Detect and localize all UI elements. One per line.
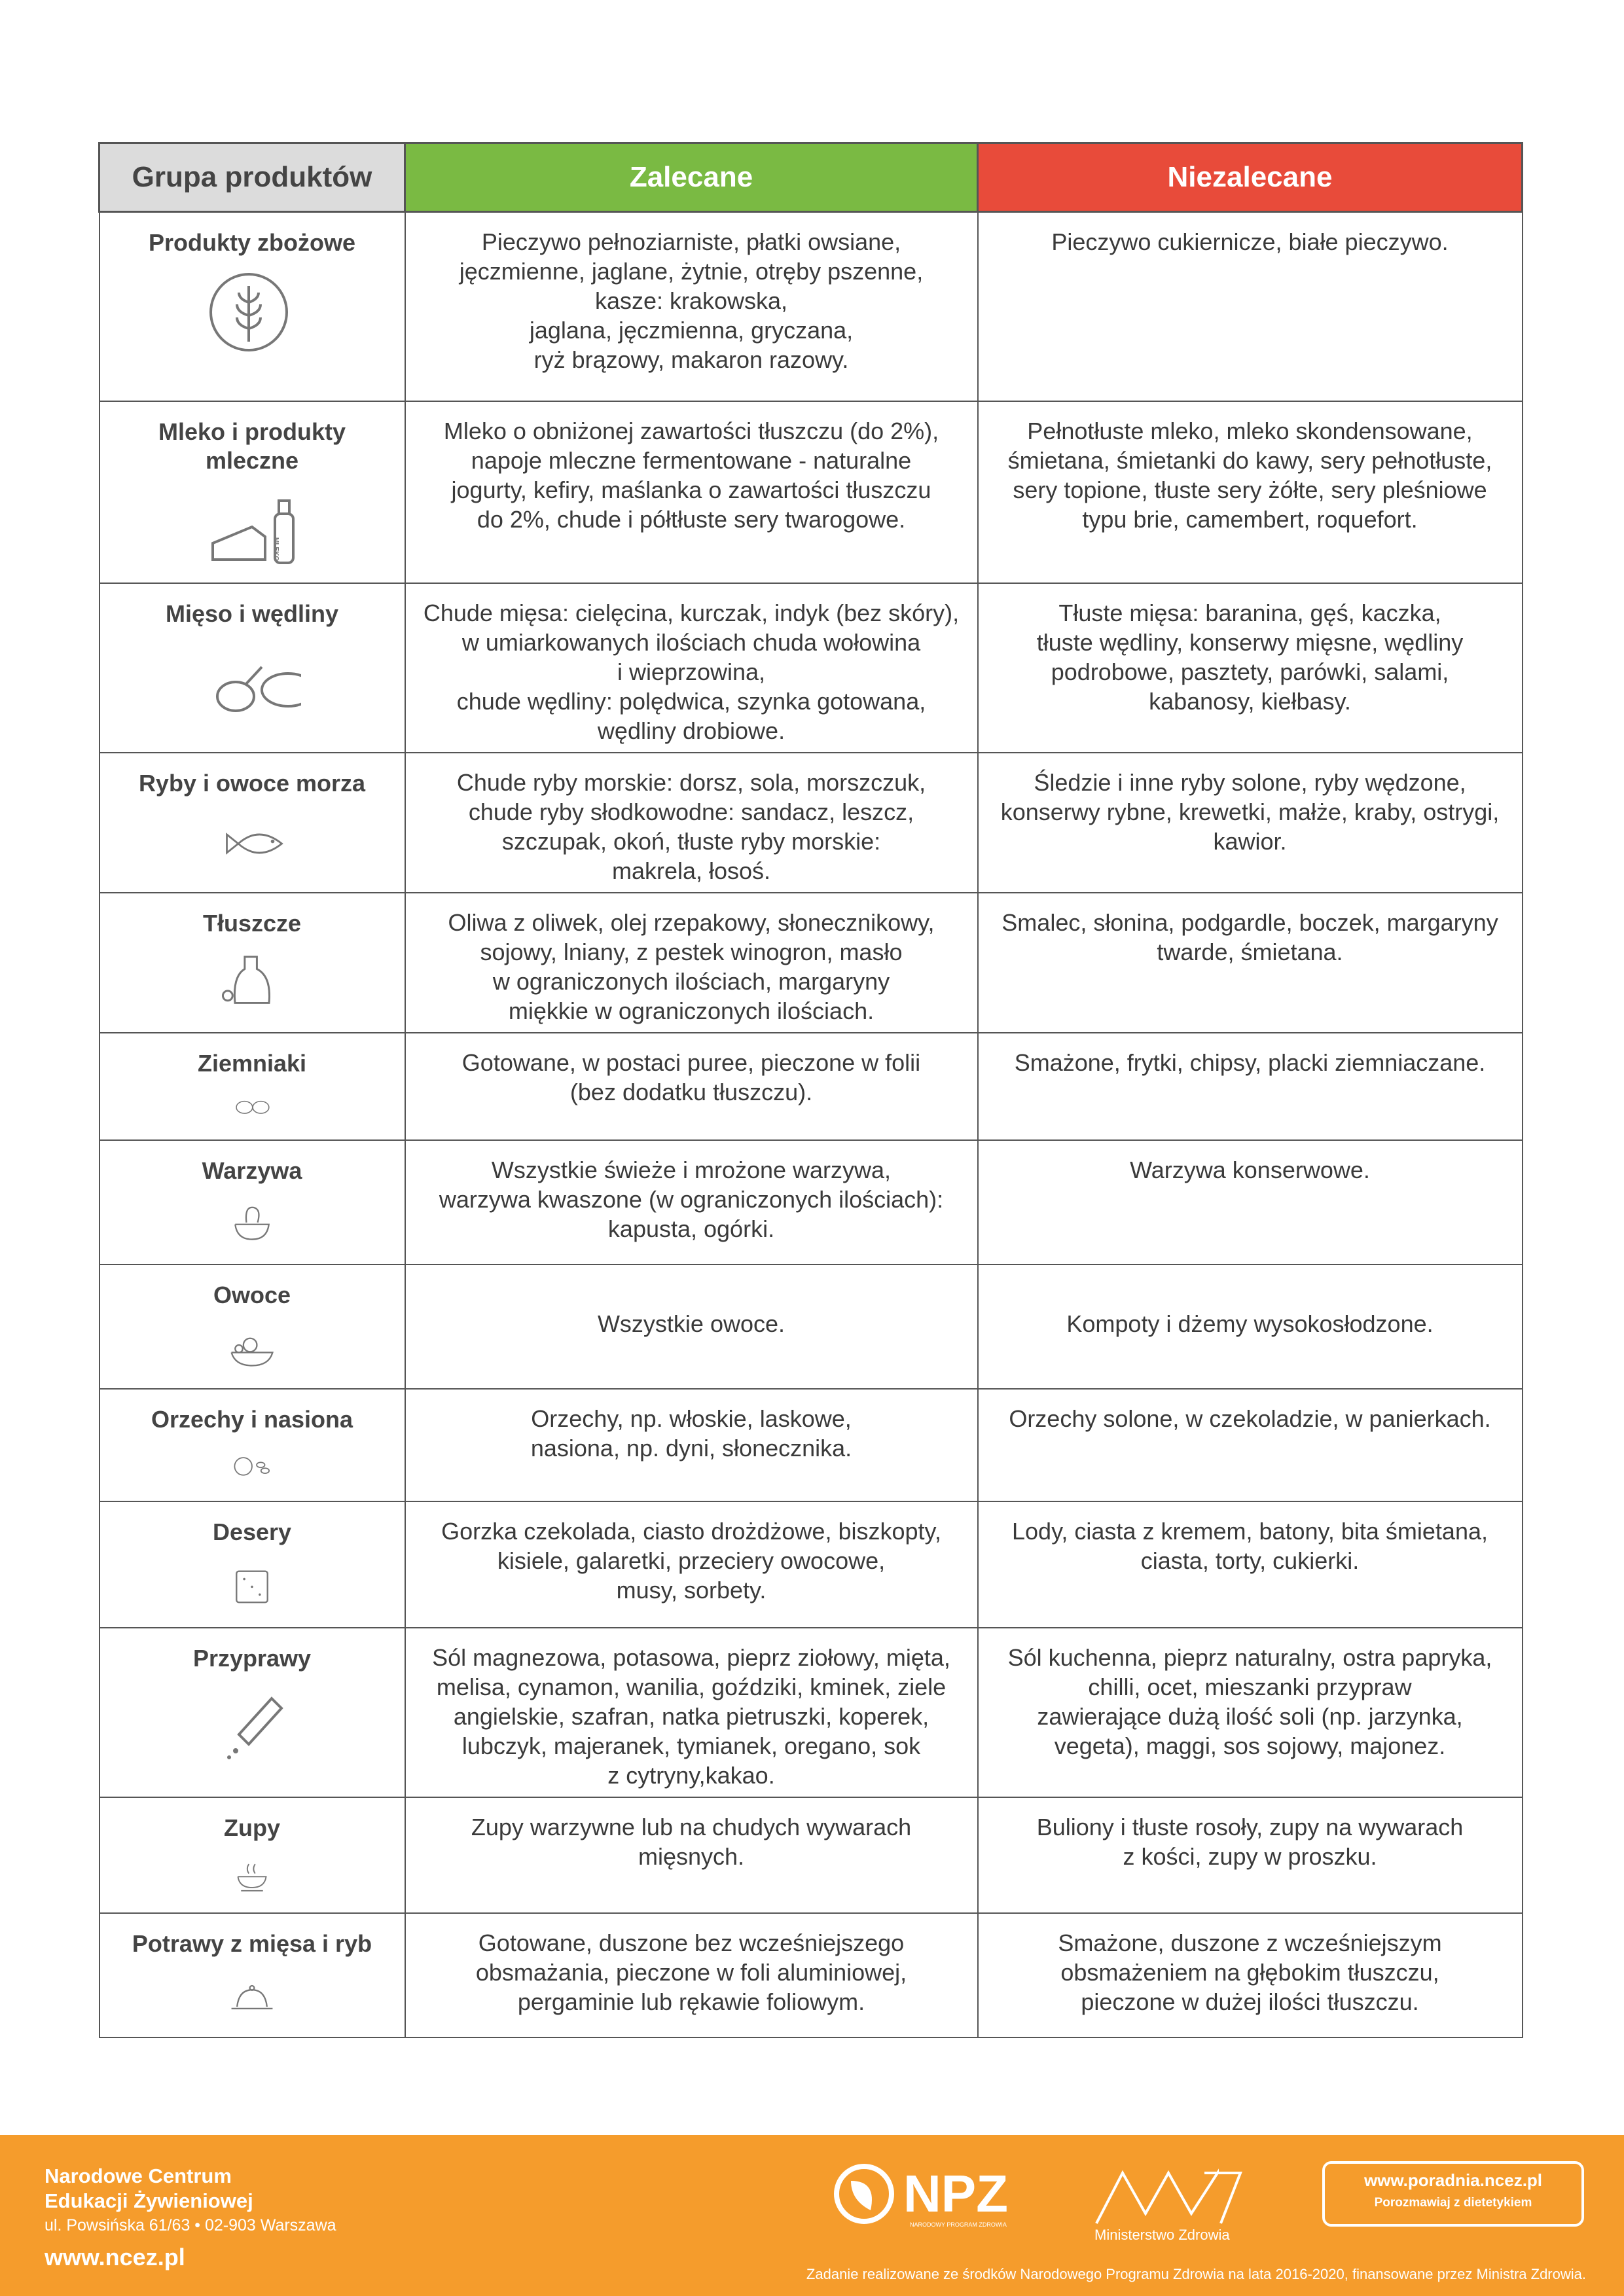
group-name: Ziemniaki <box>197 1049 307 1077</box>
group-name: Orzechy i nasiona <box>151 1405 353 1433</box>
group-cell <box>99 1140 405 1265</box>
not-recommended-cell: Śledzie i inne ryby solone, ryby wędzone, konserwy rybne, krewetki, małże, kraby, ostrygi, kawior. <box>978 753 1523 893</box>
footer <box>0 2135 1624 2296</box>
group-name: Desery <box>212 1518 292 1545</box>
not-recommended-cell: Buliony i tłuste rosoły, zupy na wywarach z kości, zupy w proszku. <box>978 1797 1523 1913</box>
group-cell <box>99 1797 405 1913</box>
table-row <box>99 753 1523 893</box>
biscuit-icon <box>203 1556 301 1610</box>
not-recommended-cell: Pełnotłuste mleko, mleko skondensowane, śmietana, śmietanki do kawy, sery pełnotłuste, sery topione, tłuste sery żółte, sery pleśniowe typu brie, camembert, roquefort. <box>978 401 1523 583</box>
group-cell <box>99 212 405 401</box>
org-name: Narodowe Centrum Edukacji Żywieniowej <box>45 2164 253 2212</box>
table-row <box>99 1628 1523 1797</box>
not-recommended-cell: Pieczywo cukiernicze, białe pieczywo. <box>978 212 1523 401</box>
wheat-icon <box>203 266 301 358</box>
not-recommended-cell: Smażone, frytki, chipsy, placki ziemniaczane. <box>978 1033 1523 1140</box>
pepper-mill-icon <box>203 1682 301 1774</box>
recommended-cell: Gotowane, duszone bez wcześniejszego obsmażania, pieczone w foli aluminiowej, pergaminie lub rękawie foliowym. <box>405 1913 978 2037</box>
org-address: ul. Powsińska 61/63 • 02-903 Warszawa <box>45 2216 336 2234</box>
ministry-label: Ministerstwo Zdrowia <box>1094 2227 1230 2243</box>
not-recommended-cell: Warzywa konserwowe. <box>978 1140 1523 1265</box>
group-name: Mleko i produkty mleczne <box>158 418 346 474</box>
potato-icon <box>203 1087 301 1122</box>
recommended-cell: Gotowane, w postaci puree, pieczone w folii (bez dodatku tłuszczu). <box>405 1033 978 1140</box>
group-name: Produkty zbożowe <box>148 229 356 256</box>
vegetables-icon <box>203 1194 301 1247</box>
group-cell <box>99 1628 405 1797</box>
poradnia-tagline: Porozmawiaj z dietetykiem <box>1374 2196 1532 2210</box>
header-group: Grupa produktów <box>99 143 405 212</box>
npz-subtitle: NARODOWY PROGRAM ZDROWIA <box>910 2221 1007 2228</box>
poradnia-box[interactable] <box>1322 2161 1584 2227</box>
group-cell <box>99 1389 405 1501</box>
group-name: Zupy <box>224 1814 280 1841</box>
roast-dish-icon <box>203 1967 301 2020</box>
oil-bottle-icon <box>203 947 301 1015</box>
group-cell <box>99 401 405 583</box>
table-row <box>99 893 1523 1033</box>
table-row <box>99 1140 1523 1265</box>
recommended-cell: Chude ryby morskie: dorsz, sola, morszczuk, chude ryby słodkowodne: sandacz, leszcz, szczupak, okoń, tłuste ryby morskie: makrela, łosoś. <box>405 753 978 893</box>
table-row <box>99 1389 1523 1501</box>
table-row <box>99 212 1523 401</box>
group-name: Mięso i wędliny <box>165 600 339 627</box>
header-recommended: Zalecane <box>405 143 978 212</box>
group-name: Tłuszcze <box>202 909 302 937</box>
nuts-icon <box>203 1443 301 1484</box>
group-cell <box>99 1033 405 1140</box>
recommended-cell: Sól magnezowa, potasowa, pieprz ziołowy, mięta, melisa, cynamon, wanilia, goździki, kminek, ziele angielskie, szafran, natka pietruszki, koperek, lubczyk, majeranek, tymianek, oregano, sok z cytryny,kakao. <box>405 1628 978 1797</box>
table-row <box>99 583 1523 753</box>
fruit-icon <box>203 1319 301 1371</box>
fish-icon <box>203 807 301 871</box>
cheese-milk-icon <box>203 484 301 576</box>
group-cell <box>99 1913 405 2037</box>
group-cell <box>99 893 405 1033</box>
group-name: Ryby i owoce morza <box>138 769 366 797</box>
not-recommended-cell: Smażone, duszone z wcześniejszym obsmażeniem na głębokim tłuszczu, pieczone w dużej ilości tłuszczu. <box>978 1913 1523 2037</box>
group-cell <box>99 1265 405 1389</box>
npz-logo: NPZ <box>831 2161 1008 2227</box>
recommended-cell: Gorzka czekolada, ciasto drożdżowe, biszkopty, kisiele, galaretki, przeciery owocowe, musy, sorbety. <box>405 1501 978 1628</box>
recommended-cell: Zupy warzywne lub na chudych wywarach mięsnych. <box>405 1797 978 1913</box>
milk-bottle-label: MLEKO <box>272 537 280 561</box>
header-not-recommended: Niezalecane <box>978 143 1523 212</box>
group-cell <box>99 583 405 753</box>
group-name: Potrawy z mięsa i ryb <box>132 1929 372 1957</box>
table-row <box>99 1033 1523 1140</box>
recommended-cell: Pieczywo pełnoziarniste, płatki owsiane, jęczmienne, jaglane, żytnie, otręby pszenne, kasze: krakowska, jaglana, jęczmienna, gryczana, ryż brązowy, makaron razowy. <box>405 212 978 401</box>
ministry-logo-icon <box>1093 2168 1244 2227</box>
funding-note: Zadanie realizowane ze środków Narodowego Programu Zdrowia na lata 2016-2020, finansowane przez Ministra Zdrowia. <box>806 2266 1586 2282</box>
group-cell <box>99 1501 405 1628</box>
recommended-cell: Chude mięsa: cielęcina, kurczak, indyk (bez skóry), w umiarkowanych ilościach chuda wołowina i wieprzowina, chude wędliny: polędwica, szynka gotowana, wędliny drobiowe. <box>405 583 978 753</box>
meat-icon <box>203 637 301 729</box>
recommended-cell: Oliwa z oliwek, olej rzepakowy, słonecznikowy, sojowy, lniany, z pestek winogron, masło w ograniczonych ilościach, margaryny miękkie w ograniczonych ilościach. <box>405 893 978 1033</box>
table-row <box>99 401 1523 583</box>
group-name: Przyprawy <box>192 1644 312 1672</box>
not-recommended-cell: Orzechy solone, w czekoladzie, w panierkach. <box>978 1389 1523 1501</box>
soup-bowl-icon <box>203 1852 301 1895</box>
group-name: Owoce <box>213 1281 291 1308</box>
recommended-cell: Orzechy, np. włoskie, laskowe, nasiona, np. dyni, słonecznika. <box>405 1389 978 1501</box>
not-recommended-cell: Sól kuchenna, pieprz naturalny, ostra papryka, chilli, ocet, mieszanki przypraw zawierające dużą ilość soli (np. jarzynka, vegeta), maggi, sos sojowy, majonez. <box>978 1628 1523 1797</box>
website-link[interactable]: www.ncez.pl <box>45 2244 185 2270</box>
not-recommended-cell: Tłuste mięsa: baranina, gęś, kaczka, tłuste wędliny, konserwy mięsne, wędliny podrobowe, pasztety, parówki, salami, kabanosy, kiełbasy. <box>978 583 1523 753</box>
not-recommended-cell: Kompoty i dżemy wysokosłodzone. <box>978 1265 1523 1389</box>
recommended-cell: Mleko o obniżonej zawartości tłuszczu (do 2%), napoje mleczne fermentowane - naturalne jogurty, kefiry, maślanka o zawartości tłuszczu do 2%, chude i półtłuste sery twarogowe. <box>405 401 978 583</box>
table-row <box>99 1265 1523 1389</box>
table-row <box>99 1501 1523 1628</box>
npz-leaf-icon <box>831 2161 897 2227</box>
not-recommended-cell: Smalec, słonina, podgardle, boczek, margaryny twarde, śmietana. <box>978 893 1523 1033</box>
table-row <box>99 1913 1523 2037</box>
recommended-cell: Wszystkie owoce. <box>405 1265 978 1389</box>
recommended-cell: Wszystkie świeże i mrożone warzywa, warzywa kwaszone (w ograniczonych ilościach): kapusta, ogórki. <box>405 1140 978 1265</box>
group-name: Warzywa <box>202 1157 302 1184</box>
food-recommendations-table <box>98 142 1523 2038</box>
not-recommended-cell: Lody, ciasta z kremem, batony, bita śmietana, ciasta, torty, cukierki. <box>978 1501 1523 1628</box>
group-cell <box>99 753 405 893</box>
poradnia-url[interactable]: www.poradnia.ncez.pl <box>1363 2170 1543 2190</box>
table-row <box>99 1797 1523 1913</box>
